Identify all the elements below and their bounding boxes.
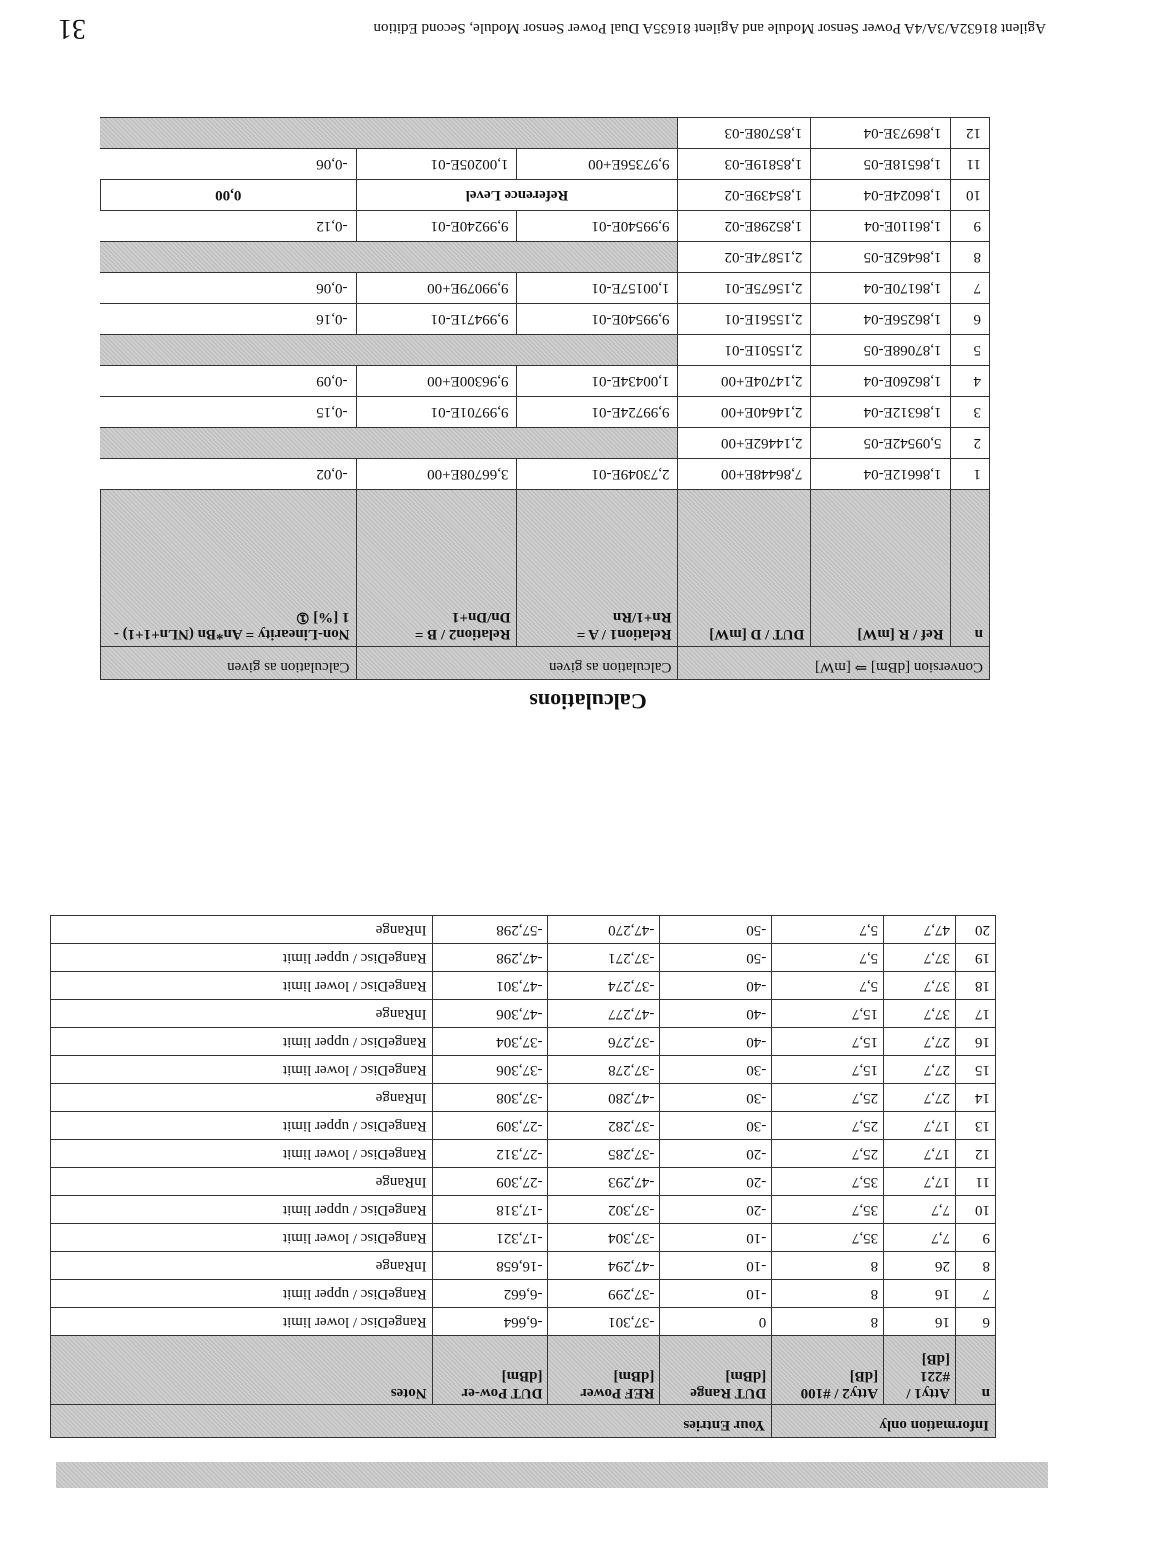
table-cell: RangeDisc / lower limit xyxy=(51,1224,433,1252)
table-row xyxy=(51,1084,996,1112)
table-cell: 8 xyxy=(772,1252,884,1280)
table-row xyxy=(51,944,996,972)
col-header-notes: Notes xyxy=(51,1336,433,1405)
table-cell: 1,86260E-04 xyxy=(811,366,950,397)
table-cell: 27,7 xyxy=(884,1056,956,1084)
table-cell: -37,306 xyxy=(432,1056,548,1084)
entries-table xyxy=(50,915,996,1438)
table-cell: RangeDisc / lower limit xyxy=(51,1056,433,1084)
table-row xyxy=(51,1224,996,1252)
table-cell: -37,271 xyxy=(548,944,660,972)
shaded-blank-cell xyxy=(101,118,678,149)
table-cell: 16 xyxy=(884,1280,956,1308)
reference-level-label: Reference Level xyxy=(356,180,678,211)
table-cell: 25,7 xyxy=(772,1084,884,1112)
calculations-title: Calculations xyxy=(529,689,647,714)
table-cell: -10 xyxy=(660,1280,772,1308)
table-cell: 10 xyxy=(956,1196,996,1224)
table-row xyxy=(51,1056,996,1084)
table-cell: 7,7 xyxy=(884,1224,956,1252)
table-cell: 2,15874E-02 xyxy=(678,242,811,273)
table-cell: 9,99540E-01 xyxy=(517,211,678,242)
table-cell: -0,06 xyxy=(101,273,357,304)
table-row xyxy=(101,149,990,180)
table-cell: 17,7 xyxy=(884,1140,956,1168)
table-cell: 9,96300E+00 xyxy=(356,366,517,397)
table-cell: 18 xyxy=(956,972,996,1000)
table-cell: -50 xyxy=(660,944,772,972)
col-header-atty2: Atty2 / #100 [dB] xyxy=(772,1336,884,1405)
table-cell: 1,86612E-04 xyxy=(811,459,950,490)
table-cell: -0,09 xyxy=(101,366,357,397)
col-header-n: n xyxy=(956,1336,996,1405)
table-cell: -37,299 xyxy=(548,1280,660,1308)
table-cell: RangeDisc / upper limit xyxy=(51,1280,433,1308)
table-cell: 35,7 xyxy=(772,1168,884,1196)
table-cell: 25,7 xyxy=(772,1140,884,1168)
table-cell: InRange xyxy=(51,1168,433,1196)
table-cell: 1,85819E-03 xyxy=(678,149,811,180)
table-cell: 1,86110E-04 xyxy=(811,211,950,242)
table-cell: -30 xyxy=(660,1084,772,1112)
table-cell: 8 xyxy=(772,1308,884,1336)
table-cell: 2,15675E-01 xyxy=(678,273,811,304)
col-header-nonlinearity: Non-Linearity = An*Bn (NLn+1+1) - 1 [%] ① xyxy=(101,490,357,647)
your-entries-group: Your Entries xyxy=(51,1405,772,1438)
table-cell: 35,7 xyxy=(772,1196,884,1224)
table-cell: 9 xyxy=(950,211,989,242)
table-cell: -6,664 xyxy=(432,1308,548,1336)
table-cell: -30 xyxy=(660,1056,772,1084)
table-cell: -0,12 xyxy=(101,211,357,242)
table-cell: -27,309 xyxy=(432,1112,548,1140)
table-cell: -47,270 xyxy=(548,916,660,944)
table-cell: RangeDisc / lower limit xyxy=(51,972,433,1000)
table-cell: -17,321 xyxy=(432,1224,548,1252)
table-cell: 2,15561E-01 xyxy=(678,304,811,335)
table-row xyxy=(101,118,990,149)
table-cell: 9,99540E-01 xyxy=(517,304,678,335)
table-cell: 1,87068E-05 xyxy=(811,335,950,366)
col-header-relation2: Relation2 / B = Dn/Dn+1 xyxy=(356,490,517,647)
table-cell: 7,7 xyxy=(884,1196,956,1224)
table-row xyxy=(101,211,990,242)
table-cell: 37,7 xyxy=(884,944,956,972)
table-cell: -37,304 xyxy=(432,1028,548,1056)
table-cell: 27,7 xyxy=(884,1028,956,1056)
table-row xyxy=(51,1168,996,1196)
table-cell: -0,15 xyxy=(101,397,357,428)
table-cell: 1 xyxy=(950,459,989,490)
table-cell: InRange xyxy=(51,1000,433,1028)
table-cell: -20 xyxy=(660,1168,772,1196)
table-cell: 11 xyxy=(956,1168,996,1196)
table-cell: -47,294 xyxy=(548,1252,660,1280)
table-cell: 27,7 xyxy=(884,1084,956,1112)
table-cell: 9,99240E-01 xyxy=(356,211,517,242)
table-cell: 37,7 xyxy=(884,972,956,1000)
table-cell: 13 xyxy=(956,1112,996,1140)
table-cell: -16,658 xyxy=(432,1252,548,1280)
table-cell: -27,309 xyxy=(432,1168,548,1196)
table-row xyxy=(51,1112,996,1140)
table-cell: 1,86518E-05 xyxy=(811,149,950,180)
calc-group-1: Calculation as given xyxy=(356,647,678,680)
table-cell: 2 xyxy=(950,428,989,459)
table-cell: 17,7 xyxy=(884,1168,956,1196)
table-cell: 10 xyxy=(950,180,989,211)
col-header-relation1: Relation1 / A = Rn+1/Rn xyxy=(517,490,678,647)
table-cell: RangeDisc / upper limit xyxy=(51,1028,433,1056)
table-cell: RangeDisc / lower limit xyxy=(51,1140,433,1168)
table-row xyxy=(51,1196,996,1224)
table-cell: -0,02 xyxy=(101,459,357,490)
table-cell: 15 xyxy=(956,1056,996,1084)
table-cell: 9,99079E+00 xyxy=(356,273,517,304)
table-cell: InRange xyxy=(51,1252,433,1280)
table-cell: 1,86973E-04 xyxy=(811,118,950,149)
table-cell: -50 xyxy=(660,916,772,944)
table-cell: RangeDisc / upper limit xyxy=(51,1112,433,1140)
table-cell: 7 xyxy=(950,273,989,304)
table-cell: -37,274 xyxy=(548,972,660,1000)
table-cell: 1,85298E-02 xyxy=(678,211,811,242)
table-cell: -10 xyxy=(660,1224,772,1252)
table-cell: -30 xyxy=(660,1112,772,1140)
table-cell: -47,293 xyxy=(548,1168,660,1196)
table-cell: 5,09542E-05 xyxy=(811,428,950,459)
table-cell: RangeDisc / lower limit xyxy=(51,1308,433,1336)
footer-text: Agilent 81632A/3A/4A Power Sensor Module and Agilent 81635A Dual Power Sensor Module, Second Edition xyxy=(373,20,1046,36)
shaded-blank-cell xyxy=(101,335,678,366)
table-cell: -27,312 xyxy=(432,1140,548,1168)
col-header-dut: DUT / D [mW] xyxy=(678,490,811,647)
table-cell: 1,00205E-01 xyxy=(356,149,517,180)
table-cell: 9 xyxy=(956,1224,996,1252)
table-cell: 26 xyxy=(884,1252,956,1280)
table-cell: 17 xyxy=(956,1000,996,1028)
table-cell: 5,7 xyxy=(772,972,884,1000)
table-row xyxy=(101,335,990,366)
table-cell: 3 xyxy=(950,397,989,428)
table-cell: -17,318 xyxy=(432,1196,548,1224)
table-cell: RangeDisc / upper limit xyxy=(51,944,433,972)
table-cell: 16 xyxy=(956,1028,996,1056)
info-only-group: Information only xyxy=(772,1405,996,1438)
table-cell: 35,7 xyxy=(772,1224,884,1252)
table-cell: -40 xyxy=(660,1000,772,1028)
table-cell: 12 xyxy=(950,118,989,149)
table-cell: 5 xyxy=(950,335,989,366)
table-cell: 47,7 xyxy=(884,916,956,944)
table-cell: 3,66708E+00 xyxy=(356,459,517,490)
table-cell: 9,99724E-01 xyxy=(517,397,678,428)
table-cell: 2,73049E-01 xyxy=(517,459,678,490)
table-row xyxy=(51,1028,996,1056)
table-row xyxy=(101,273,990,304)
table-cell: 17,7 xyxy=(884,1112,956,1140)
table-cell: -47,301 xyxy=(432,972,548,1000)
table-cell: -0,16 xyxy=(101,304,357,335)
table-cell: -47,277 xyxy=(548,1000,660,1028)
table-cell: 0,00 xyxy=(101,180,357,211)
col-header-atty1: Atty1 / #221 [dB] xyxy=(884,1336,956,1405)
table-cell: -20 xyxy=(660,1140,772,1168)
table-cell: 14 xyxy=(956,1084,996,1112)
table-cell: -57,298 xyxy=(432,916,548,944)
table-row xyxy=(101,242,990,273)
col-header-ref-power: REF Power [dBm] xyxy=(548,1336,660,1405)
table-cell: -40 xyxy=(660,1028,772,1056)
table-row xyxy=(101,397,990,428)
table-cell: -37,276 xyxy=(548,1028,660,1056)
table-row xyxy=(101,459,990,490)
table-row xyxy=(51,1140,996,1168)
table-cell: 1,86256E-04 xyxy=(811,304,950,335)
table-cell: 1,00157E-01 xyxy=(517,273,678,304)
table-row xyxy=(101,366,990,397)
table-cell: 8 xyxy=(950,242,989,273)
table-cell: -47,298 xyxy=(432,944,548,972)
table-cell: 1,85708E-03 xyxy=(678,118,811,149)
table-cell: 15,7 xyxy=(772,1028,884,1056)
table-cell: 2,14704E+00 xyxy=(678,366,811,397)
table-cell: 6 xyxy=(956,1308,996,1336)
table-cell: 37,7 xyxy=(884,1000,956,1028)
table-row xyxy=(51,1000,996,1028)
table-cell: 20 xyxy=(956,916,996,944)
table-cell: 7,86448E+00 xyxy=(678,459,811,490)
table-cell: -10 xyxy=(660,1252,772,1280)
table-cell: -47,280 xyxy=(548,1084,660,1112)
table-cell: -37,285 xyxy=(548,1140,660,1168)
table-cell: 2,14462E+00 xyxy=(678,428,811,459)
table-cell: 1,86170E-04 xyxy=(811,273,950,304)
page-number: 31 xyxy=(58,13,86,44)
table-cell: 9,99701E-01 xyxy=(356,397,517,428)
table-cell: 8 xyxy=(956,1252,996,1280)
table-cell: -6,662 xyxy=(432,1280,548,1308)
table-cell: 19 xyxy=(956,944,996,972)
header-band xyxy=(56,1462,1048,1488)
table-row xyxy=(51,1280,996,1308)
table-cell: 1,85439E-02 xyxy=(678,180,811,211)
calculations-table xyxy=(100,117,990,680)
col-header-dut-range: DUT Range [dBm] xyxy=(660,1336,772,1405)
table-cell: -37,308 xyxy=(432,1084,548,1112)
table-cell: 25,7 xyxy=(772,1112,884,1140)
table-cell: 1,86462E-05 xyxy=(811,242,950,273)
table-row xyxy=(51,916,996,944)
table-cell: -0,06 xyxy=(101,149,357,180)
table-cell: 11 xyxy=(950,149,989,180)
table-cell: -37,301 xyxy=(548,1308,660,1336)
table-cell: InRange xyxy=(51,1084,433,1112)
table-cell: -20 xyxy=(660,1196,772,1224)
table-cell: 2,15501E-01 xyxy=(678,335,811,366)
col-header-ref: Ref / R [mW] xyxy=(811,490,950,647)
table-cell: -47,306 xyxy=(432,1000,548,1028)
table-cell: 5,7 xyxy=(772,916,884,944)
shaded-blank-cell xyxy=(101,428,678,459)
table-cell: 1,86024E-04 xyxy=(811,180,950,211)
shaded-blank-cell xyxy=(101,242,678,273)
table-row xyxy=(101,304,990,335)
table-cell: 5,7 xyxy=(772,944,884,972)
table-row xyxy=(51,972,996,1000)
table-cell: -37,302 xyxy=(548,1196,660,1224)
table-cell: -37,282 xyxy=(548,1112,660,1140)
table-cell: RangeDisc / upper limit xyxy=(51,1196,433,1224)
table-cell: 1,86312E-04 xyxy=(811,397,950,428)
table-cell: 1,00434E-01 xyxy=(517,366,678,397)
table-cell: -37,304 xyxy=(548,1224,660,1252)
table-cell: 0 xyxy=(660,1308,772,1336)
table-cell: 2,14640E+00 xyxy=(678,397,811,428)
table-cell: 9,99471E-01 xyxy=(356,304,517,335)
calc-group-2: Calculation as given xyxy=(101,647,357,680)
conversion-group: Conversion [dBm] ⇒ [mW] xyxy=(678,647,990,680)
table-row xyxy=(51,1308,996,1336)
table-cell: 7 xyxy=(956,1280,996,1308)
table-cell: 16 xyxy=(884,1308,956,1336)
table-cell: -40 xyxy=(660,972,772,1000)
table-cell: 12 xyxy=(956,1140,996,1168)
table-cell: 4 xyxy=(950,366,989,397)
table-cell: 15,7 xyxy=(772,1056,884,1084)
table-row xyxy=(51,1252,996,1280)
table-cell: InRange xyxy=(51,916,433,944)
table-cell: 8 xyxy=(772,1280,884,1308)
col-header-n: n xyxy=(950,490,989,647)
table-row xyxy=(101,180,990,211)
table-cell: 15,7 xyxy=(772,1000,884,1028)
table-row xyxy=(101,428,990,459)
table-cell: 6 xyxy=(950,304,989,335)
table-cell: 9,97356E+00 xyxy=(517,149,678,180)
table-cell: -37,278 xyxy=(548,1056,660,1084)
col-header-dut-power: DUT Pow-er [dBm] xyxy=(432,1336,548,1405)
